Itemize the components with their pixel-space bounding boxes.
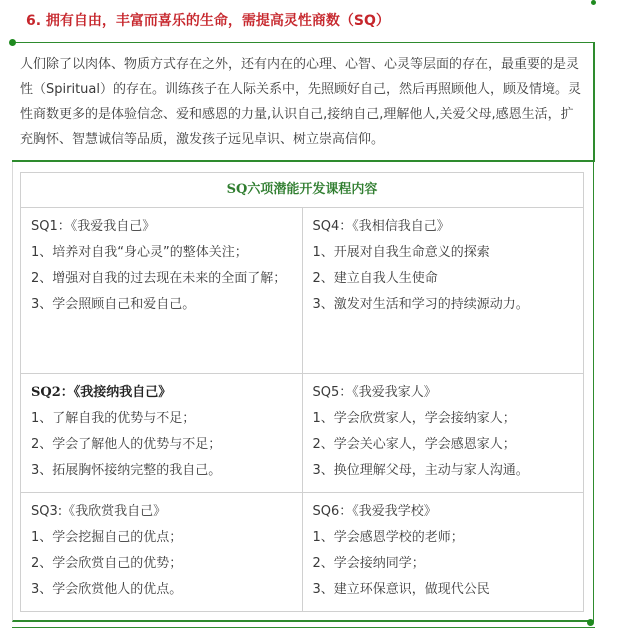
- course-item: 1、培养对自我“身心灵”的整体关注；: [31, 245, 248, 260]
- corner-dot-right: [587, 619, 594, 626]
- course-item: 1、开展对自我生命意义的探索: [312, 245, 490, 260]
- course-title: SQ5：《我爱我家人》: [312, 385, 437, 400]
- course-item: 1、学会感恩学校的老师；: [312, 530, 464, 545]
- table-row: [21, 493, 584, 612]
- table-title: SQ六项潜能开发课程内容: [21, 173, 584, 208]
- course-item: 3、拓展胸怀接纳完整的我自己。: [31, 463, 222, 478]
- course-item: 3、建立环保意识，做现代公民: [312, 582, 490, 597]
- intro-text: 人们除了以肉体、物质方式存在之外，还有内在的心理、心智、心灵等层面的存在，最重要的是灵性（Spiritual）的存在。训练孩子在人际关系中，先照顾好自己，然后再照顾他人，顾及情境。灵性商数更多的是体验信念、爱和感恩的力量,认识自己,接纳自己,理解他人,关爱父母,感恩生活，扩充胸怀、智慧诚信等品质，激发孩子远见卓识、树立崇高信仰。: [20, 57, 581, 147]
- intro-box: [12, 42, 595, 162]
- course-item: 3、激发对生活和学习的持续源动力。: [312, 297, 529, 312]
- course-item: 1、学会欣赏家人，学会接纳家人；: [312, 411, 516, 426]
- course-cell-sq6: [302, 493, 584, 612]
- course-title: SQ3:《我欣赏我自己》: [31, 504, 167, 519]
- course-item: 1、学会挖掘自己的优点；: [31, 530, 183, 545]
- bottom-divider: [12, 627, 595, 628]
- section-heading: 6. 拥有自由，丰富而喜乐的生命，需提高灵性商数（SQ）: [26, 13, 390, 29]
- course-title: SQ4：《我相信我自己》: [312, 219, 450, 234]
- course-item: 3、换位理解父母，主动与家人沟通。: [312, 463, 529, 478]
- course-item: 2、建立自我人生使命: [312, 271, 438, 286]
- course-title: SQ6：《我爱我学校》: [312, 504, 437, 519]
- course-title: SQ1：《我爱我自己》: [31, 219, 156, 234]
- course-item: 2、学会了解他人的优势与不足；: [31, 437, 222, 452]
- course-item: 2、学会接纳同学；: [312, 556, 425, 571]
- table-row: [21, 208, 584, 374]
- course-cell-sq1: [21, 208, 303, 374]
- corner-dot-top: [591, 0, 596, 5]
- course-item: 3、学会照顾自己和爱自己。: [31, 297, 196, 312]
- course-cell-sq4: [302, 208, 584, 374]
- course-title: SQ2：《我接纳我自己》: [31, 385, 172, 400]
- table-row: [21, 374, 584, 493]
- course-item: 2、学会关心家人，学会感恩家人；: [312, 437, 516, 452]
- course-item: 2、学会欣赏自己的优势；: [31, 556, 183, 571]
- course-cell-sq2: [21, 374, 303, 493]
- course-table: [20, 172, 584, 612]
- course-item: 3、学会欣赏他人的优点。: [31, 582, 183, 597]
- course-item: 2、增强对自我的过去现在未来的全面了解；: [31, 271, 287, 286]
- table-header-row: [21, 173, 584, 208]
- course-cell-sq5: [302, 374, 584, 493]
- course-item: 1、了解自我的优势与不足；: [31, 411, 196, 426]
- course-cell-sq3: [21, 493, 303, 612]
